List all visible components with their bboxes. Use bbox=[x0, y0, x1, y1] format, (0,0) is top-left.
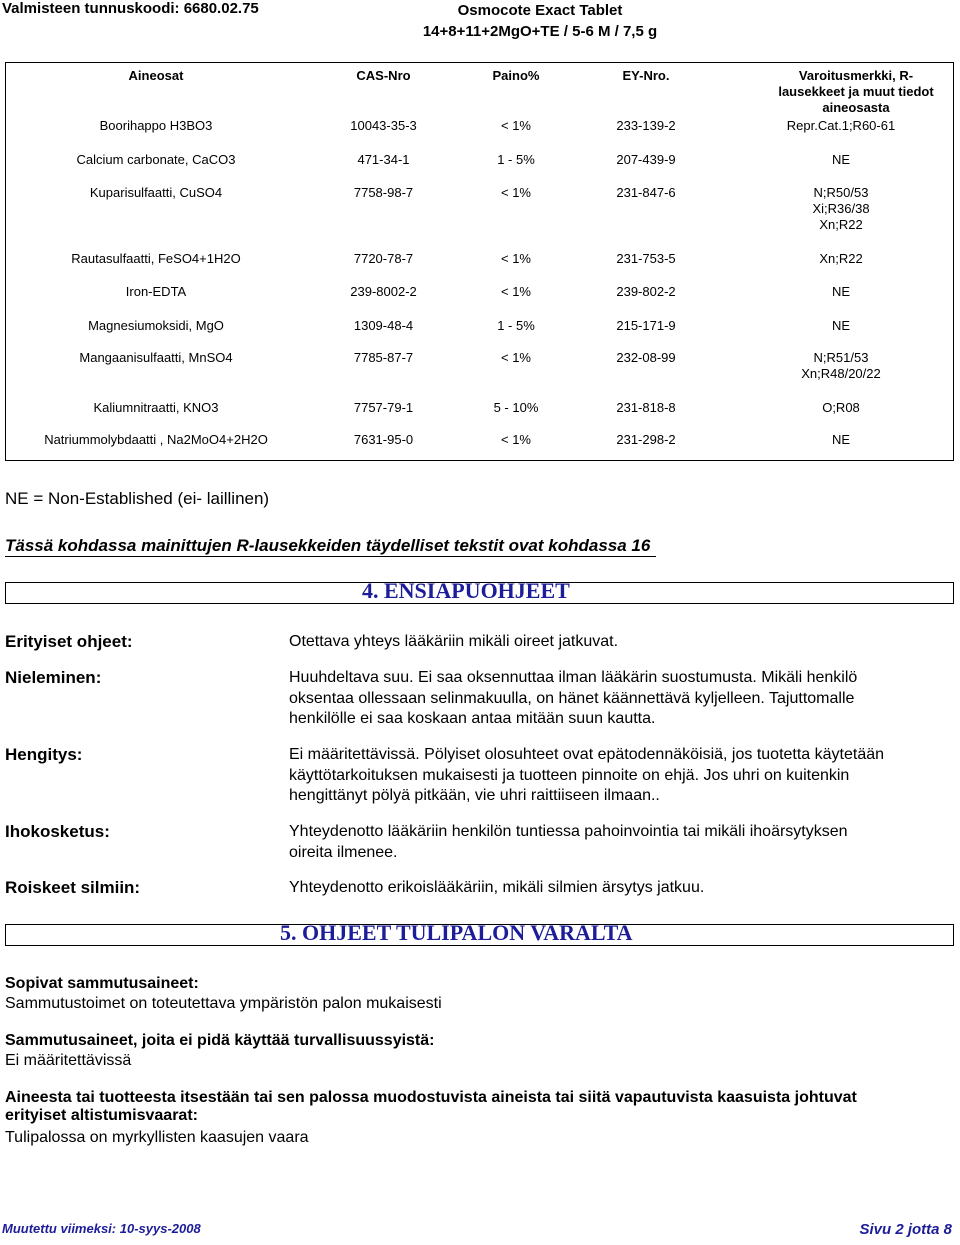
col-header-ec: EY-Nro. bbox=[622, 68, 670, 83]
first-aid-label-special: Erityiset ohjeet: bbox=[5, 632, 133, 651]
product-formula: 14+8+11+2MgO+TE / 5-6 M / 7,5 g bbox=[422, 23, 658, 40]
col-header-weight: Paino% bbox=[492, 68, 540, 83]
ne-definition-note: NE = Non-Established (ei- laillinen) bbox=[5, 489, 270, 508]
fire-label-suitable-media: Sopivat sammutusaineet: bbox=[5, 975, 199, 992]
section5-title: 5. OHJEET TULIPALON VARALTA bbox=[280, 920, 633, 945]
col-header-ingredient: Aineosat bbox=[128, 68, 184, 83]
first-aid-text-skin: Yhteydenotto lääkäriin henkilön tuntiessa pahoinvointia tai mikäli ihoärsytyksen oireita ilmenee. bbox=[289, 823, 848, 861]
last-modified: Muutettu viimeksi: 10-syys-2008 bbox=[2, 1221, 201, 1236]
product-name: Osmocote Exact Tablet bbox=[457, 2, 623, 19]
first-aid-label-eyes: Roiskeet silmiin: bbox=[5, 878, 141, 897]
first-aid-label-inhalation: Hengitys: bbox=[5, 745, 83, 764]
ingredients-table: Aineosat CAS-Nro Paino% EY-Nro. Varoitusmerkki, R- lausekkeet ja muut tiedot aineosasta Boorihappo H3BO3 10043-35-3 < 1% 233-139-2 Repr.Cat.1;R60-61 Calcium carbonate, CaCO3 471-34-1 1 - 5% 207-439-9 NE Kuparisulfaatti, CuSO4 7758-98-7 < 1% 231-847-6 N;R50/53 Xi;R36/38 Xn;R22 Rautasulfaatti, FeSO4+1H2O 7720-78-7 < 1% 231-753-5 Xn;R22 Iron-EDTA 239-8002-2 < 1% 239-802-2 NE Magnesiumoksidi, MgO 1309-48-4 1 - 5% 215-171-9 NE Mangaanisulfaatti, MnSO4 7785-87-7 < 1% 232-08-99 N;R51/53 Xn;R48/20/22 Kaliumnitraatti, KNO3 7757-79-1 5 - 10% 231-818-8 O;R08 Natriummolybdaatti , Na2MoO4+2H2O 7631-95-0 < 1% 231-298-2 NE bbox=[5, 62, 954, 461]
product-title bbox=[320, 0, 760, 42]
fire-label-special-hazards: Aineesta tai tuotteesta itsestään tai sen palossa muodostuvista aineista tai siitä vapautuvista kaasuista johtuvat erityiset altistumisvaarat: bbox=[5, 1089, 857, 1124]
fire-text-unsuitable-media: Ei määritettävissä bbox=[5, 1052, 132, 1069]
first-aid-text-swallowing: Huuhdeltava suu. Ei saa oksennuttaa ilman lääkärin suostumusta. Mikäli henkilö oksentaa ollessaan selinmakuulla, on hänet käännettävä kyljelleen. Tajuttomalle henkilölle ei saa koskaan antaa mitään suun kautta. bbox=[289, 669, 858, 727]
first-aid-label-swallowing: Nieleminen: bbox=[5, 668, 102, 687]
col-header-cas: CAS-Nro bbox=[356, 68, 411, 83]
first-aid-label-skin: Ihokosketus: bbox=[5, 822, 110, 841]
fire-text-suitable-media: Sammutustoimet on toteutettava ympäristön palon mukaisesti bbox=[5, 995, 442, 1012]
first-aid-text-special: Otettava yhteys lääkäriin mikäli oireet jatkuvat. bbox=[289, 633, 619, 650]
product-code: Valmisteen tunnuskoodi: 6680.02.75 bbox=[2, 0, 259, 17]
section16-reference: Tässä kohdassa mainittujen R-lausekkeiden täydelliset tekstit ovat kohdassa 16 bbox=[5, 536, 656, 557]
page-number: Sivu 2 jotta 8 bbox=[859, 1221, 952, 1238]
first-aid-text-inhalation: Ei määritettävissä. Pölyiset olosuhteet ovat epätodennäköisiä, jos tuotetta käytetään käyttötarkoituksen mukaisesti ja tuotteen pinnoite on ehjä. Jos uhri on kuitenkin hengittänyt pölyä pitkään, vie uhri raittiiseen ilmaan.. bbox=[289, 746, 885, 804]
section4-title: 4. ENSIAPUOHJEET bbox=[362, 578, 570, 603]
first-aid-text-eyes: Yhteydenotto erikoislääkäriin, mikäli silmien ärsytys jatkuu. bbox=[289, 879, 705, 896]
fire-text-special-hazards: Tulipalossa on myrkyllisten kaasujen vaara bbox=[5, 1129, 309, 1146]
fire-label-unsuitable-media: Sammutusaineet, joita ei pidä käyttää turvallisuussyistä: bbox=[5, 1032, 435, 1049]
col-header-warning: Varoitusmerkki, R- lausekkeet ja muut tiedot aineosasta bbox=[778, 68, 934, 115]
